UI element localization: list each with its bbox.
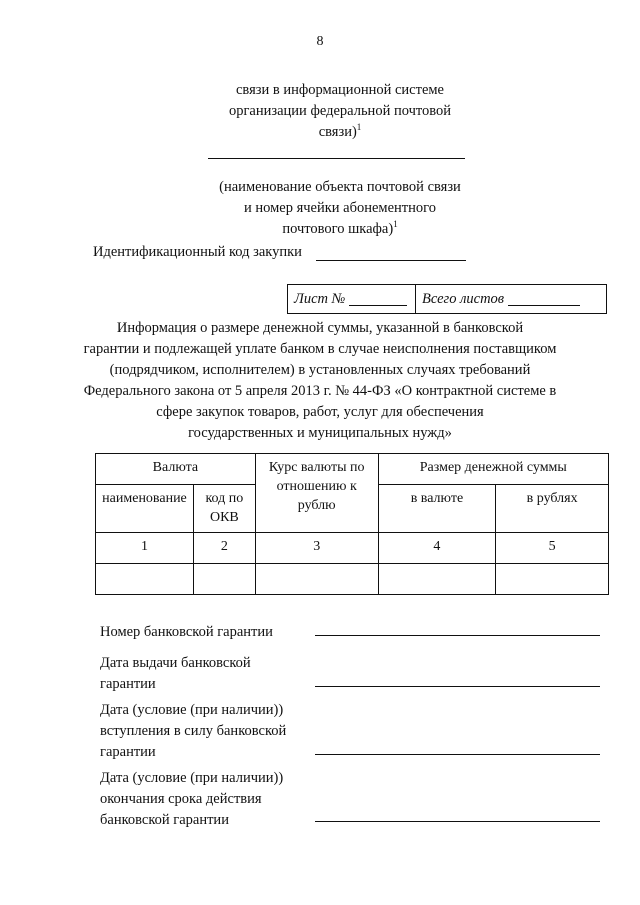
- caption-line: почтового шкафа)$^1$: [282, 219, 398, 237]
- header-text: [200, 80, 480, 143]
- column-number: 4: [378, 533, 496, 564]
- header-line: связи в информационной системе: [236, 82, 444, 98]
- footnote-mark: 1: [393, 219, 398, 230]
- table-cell[interactable]: [496, 564, 609, 595]
- caption-line: и номер ячейки абонементного: [243, 200, 436, 216]
- sheet-total-label: Всего листов: [422, 290, 505, 307]
- footnote-mark: 1: [356, 122, 362, 133]
- page-number: 8: [316, 34, 324, 49]
- table-cell[interactable]: [255, 564, 378, 595]
- name-header: наименование: [96, 485, 194, 533]
- info-line: (подрядчиком, исполнителем) в установленных случаях требований: [109, 362, 531, 378]
- in-currency-header: в валюте: [378, 485, 496, 533]
- table-cell[interactable]: [96, 564, 194, 595]
- info-line: Информация о размере денежной суммы, указанной в банковской: [116, 320, 524, 336]
- column-number: 2: [193, 533, 255, 564]
- effective-date-line[interactable]: [315, 754, 600, 755]
- expiry-date-label: Дата (условие (при наличии)) окончания срока действия банковской гарантии: [100, 770, 284, 828]
- sheet-number-cell: [288, 285, 416, 313]
- sheet-number-label: Лист №: [294, 290, 346, 307]
- sheet-total-cell: [416, 285, 606, 313]
- postal-object-caption: [195, 177, 485, 240]
- table-cell[interactable]: [378, 564, 496, 595]
- in-rubles-header: в рублях: [496, 485, 609, 533]
- info-line: сфере закупок товаров, работ, услуг для обеспечения: [156, 404, 484, 420]
- code-header: код по ОКВ: [193, 485, 255, 533]
- issue-date-line[interactable]: [315, 686, 600, 687]
- procurement-code-line[interactable]: [316, 260, 466, 261]
- info-line: Федерального закона от 5 апреля 2013 г. № 44-ФЗ «О контрактной системе в: [83, 383, 557, 399]
- sheet-total-line[interactable]: [508, 293, 580, 306]
- table-cell[interactable]: [193, 564, 255, 595]
- header-line: связи)$^1$: [318, 122, 362, 140]
- expiry-date-line[interactable]: [315, 821, 600, 822]
- sheet-number-line[interactable]: [349, 293, 407, 306]
- postal-object-line: [208, 158, 465, 159]
- amount-header: Размер денежной суммы: [378, 454, 608, 485]
- column-number: 3: [255, 533, 378, 564]
- column-number: 5: [496, 533, 609, 564]
- currency-table: [95, 453, 609, 595]
- sheet-box: [287, 284, 607, 314]
- guarantee-number-label: Номер банковской гарантии: [100, 624, 273, 640]
- guarantee-number-line[interactable]: [315, 635, 600, 636]
- caption-line: (наименование объекта почтовой связи: [219, 179, 461, 195]
- header-line: организации федеральной почтовой: [228, 103, 452, 119]
- info-line: государственных и муниципальных нужд»: [188, 425, 452, 441]
- issue-date-label: Дата выдачи банковской гарантии: [100, 655, 251, 692]
- procurement-code-label: Идентификационный код закупки: [93, 244, 302, 260]
- rate-header: Курс валюты по отношению к рублю: [255, 454, 378, 533]
- currency-header: Валюта: [96, 454, 256, 485]
- column-number: 1: [96, 533, 194, 564]
- info-heading: [80, 318, 560, 444]
- effective-date-label: Дата (условие (при наличии)) вступления в силу банковской гарантии: [100, 702, 287, 760]
- info-line: гарантии и подлежащей уплате банком в случае неисполнения поставщиком: [83, 341, 557, 357]
